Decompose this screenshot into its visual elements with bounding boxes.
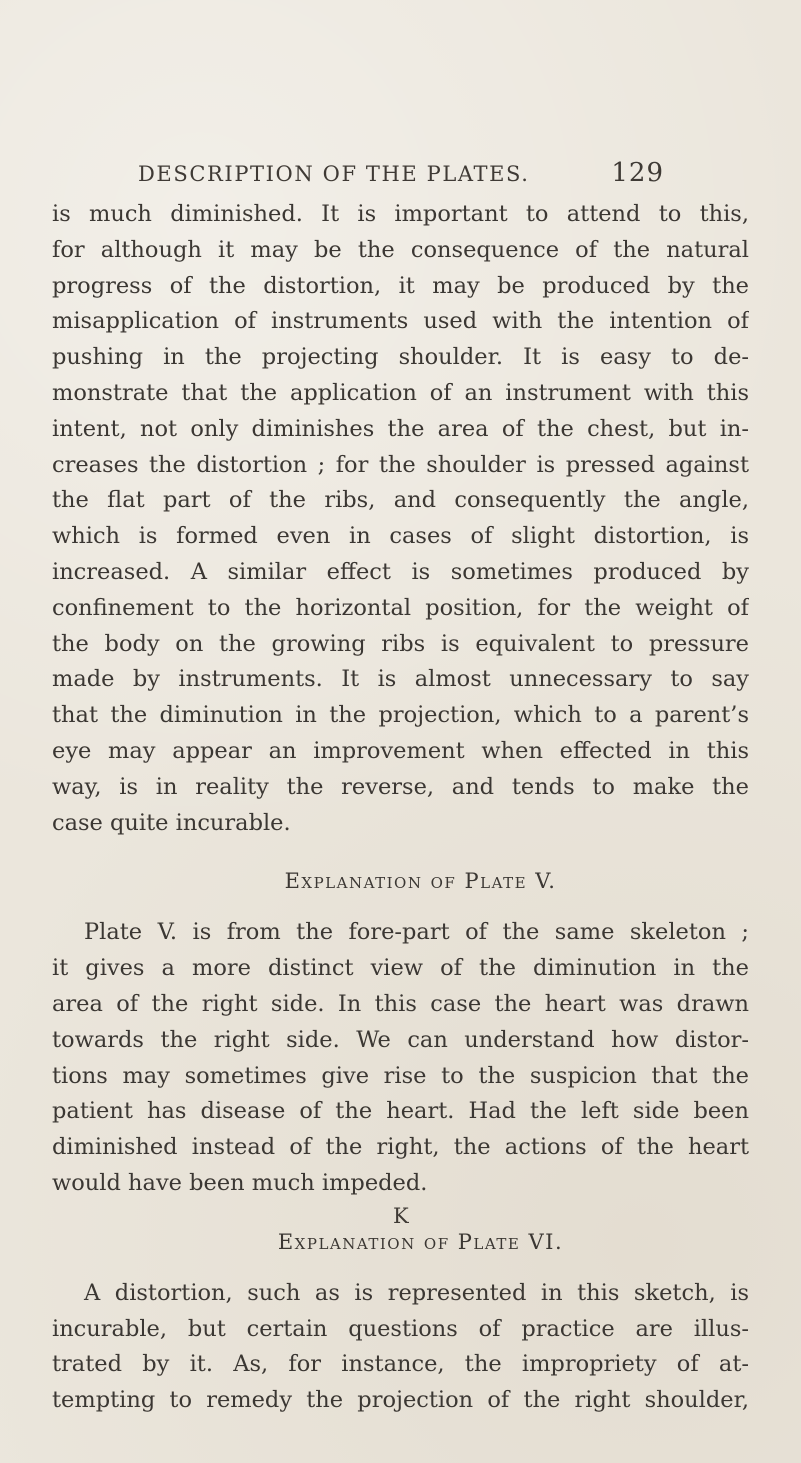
- text-line: tempting to remedy the projection of the right shoulder,: [52, 1387, 749, 1414]
- heading-text: Explanation of Plate V.: [284, 869, 557, 894]
- text-line: would have been much impeded.: [52, 1169, 428, 1196]
- signature-mark: K: [393, 1204, 409, 1228]
- running-head: DESCRIPTION OF THE PLATES.: [138, 162, 530, 186]
- text-line: area of the right side. In this case the heart was drawn: [52, 990, 749, 1017]
- text-line: confinement to the horizontal position, for the weight of: [52, 594, 749, 621]
- section-heading: [52, 855, 749, 907]
- heading-text: Explanation of Plate VI.: [277, 1229, 564, 1254]
- text-line: towards the right side. We can understand how distor-: [52, 1026, 749, 1053]
- text-line: incurable, but certain questions of practice are illus-: [52, 1315, 749, 1342]
- page-header: [138, 158, 664, 192]
- text-line: the body on the growing ribs is equivalent to pressure: [52, 630, 749, 657]
- text-line: creases the distortion ; for the shoulder is pressed against: [52, 451, 749, 478]
- text-line: Plate V. is from the fore-part of the same skeleton ;: [84, 919, 749, 946]
- text-line: made by instruments. It is almost unnecessary to say: [52, 666, 749, 693]
- text-line: which is formed even in cases of slight distortion, is: [52, 523, 749, 550]
- text-line: A distortion, such as is represented in this sketch, is: [84, 1279, 749, 1306]
- text-line: tions may sometimes give rise to the suspicion that the: [52, 1062, 749, 1089]
- text-line: is much diminished. It is important to attend to this,: [52, 201, 749, 227]
- text-line: patient has disease of the heart. Had the left side been: [52, 1098, 749, 1125]
- text-line: way, is in reality the reverse, and tends to make the: [52, 773, 749, 800]
- body-text: [52, 197, 749, 1419]
- text-line: pushing in the projecting shoulder. It is easy to de-: [52, 344, 749, 371]
- text-line: the flat part of the ribs, and consequently the angle,: [52, 487, 749, 514]
- text-line: that the diminution in the projection, which to a parent’s: [52, 702, 749, 729]
- text-line: trated by it. As, for instance, the impropriety of at-: [52, 1351, 749, 1378]
- text-line: progress of the distortion, it may be produced by the: [52, 272, 749, 299]
- text-line: eye may appear an improvement when effected in this: [52, 737, 749, 764]
- text-line: misapplication of instruments used with the intention of: [52, 308, 749, 335]
- text-line: it gives a more distinct view of the diminution in the: [52, 955, 749, 982]
- text-line: diminished instead of the right, the actions of the heart: [52, 1134, 749, 1161]
- paragraph-2: [52, 915, 749, 1201]
- page-number: 129: [611, 158, 664, 188]
- text-line: monstrate that the application of an instrument with this: [52, 379, 749, 406]
- text-line: increased. A similar effect is sometimes produced by: [52, 558, 749, 585]
- text-line: intent, not only diminishes the area of the chest, but in-: [52, 415, 749, 442]
- paragraph-1: [52, 197, 749, 841]
- text-line: for although it may be the consequence of the natural: [52, 236, 749, 263]
- paragraph-3: [52, 1276, 749, 1419]
- text-line: case quite incurable.: [52, 809, 291, 836]
